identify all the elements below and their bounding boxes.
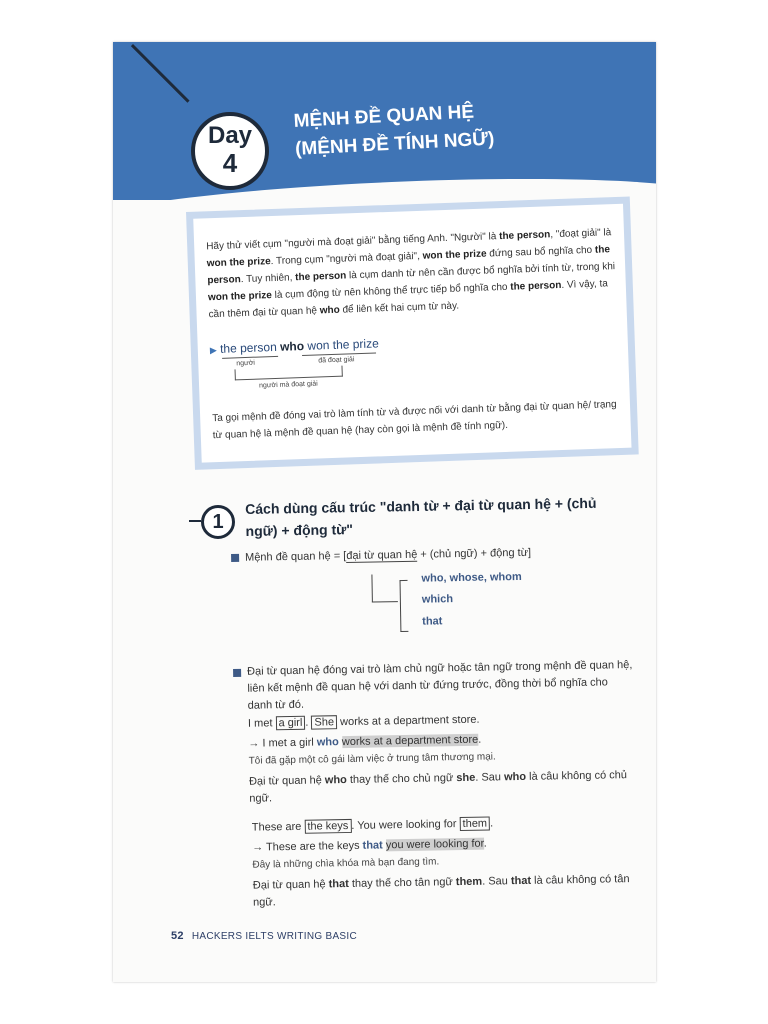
boxed-pronoun: She	[311, 715, 337, 729]
text: . Sau	[475, 771, 505, 784]
day-label: Day	[207, 122, 253, 149]
gloss-prize: đã đoạt giải	[318, 356, 355, 365]
example1-result	[248, 734, 481, 750]
highlighted-clause: works at a department store	[341, 733, 479, 749]
square-bullet-icon	[231, 554, 239, 562]
day-number: 4	[222, 148, 238, 178]
keyword-that: that	[362, 839, 383, 852]
text: Mệnh đề quan hệ = [	[244, 549, 347, 564]
section-number: 1	[201, 505, 235, 539]
text-bold: who	[324, 774, 347, 787]
text-bold: won the prize	[422, 248, 487, 262]
text: works at a department store.	[336, 713, 480, 729]
text-bold: that	[510, 874, 532, 888]
chapter-title-line2: (MỆNH ĐỀ TÍNH NGỮ)	[294, 128, 495, 160]
phrase-who: who	[279, 338, 305, 354]
text: → These are the keys	[252, 839, 363, 854]
text: để liên kết hai cụm từ này.	[339, 300, 460, 316]
connector-bracket	[235, 366, 343, 381]
text: đứng sau bổ nghĩa cho	[486, 244, 596, 260]
text: , "đoạt giải" là	[550, 227, 612, 241]
text: . Sau	[482, 875, 512, 888]
options-bracket	[400, 580, 409, 632]
text: . Vì vậy, ta cần thêm đại từ quan hệ	[208, 278, 609, 321]
text-bold: who	[503, 770, 527, 784]
usage-explanation	[233, 657, 636, 715]
text-bold: who	[319, 304, 340, 317]
text: .	[305, 716, 312, 729]
text: I met	[247, 717, 276, 730]
intro-definition: Ta gọi mệnh đề đóng vai trò làm tính từ và được nối với danh từ bằng đại từ quan hệ/ trạng từ quan hệ là mệnh đề quan hệ (hay còn gọi là mệnh đề tính ngữ).	[212, 399, 617, 442]
text: thay thế cho chủ ngữ	[346, 772, 457, 787]
example1-translation: Tôi đã gặp một cô gái làm việc ở trung tâm thương mại.	[248, 751, 496, 767]
section-title: Cách dùng cấu trúc "danh từ + đại từ quan hệ + (chủ ngữ) + động từ"	[245, 494, 597, 539]
text: . Tuy nhiên,	[240, 272, 296, 286]
book-page	[113, 42, 656, 982]
boxed-pronoun: them	[459, 817, 490, 832]
section-body	[231, 545, 636, 909]
boxed-noun: the keys	[304, 819, 351, 834]
text: là câu không có chủ ngữ.	[249, 769, 628, 805]
text-bold: the person	[207, 244, 611, 287]
day-badge	[191, 112, 269, 190]
triangle-marker-icon: ▶	[209, 345, 217, 356]
formula-line	[231, 547, 531, 564]
text: Đại từ quan hệ	[252, 878, 329, 892]
text: . Trong cụm "người mà đoạt giải",	[270, 250, 423, 268]
phrase-prize: won the prize	[307, 336, 379, 353]
underline-person	[222, 356, 278, 359]
text: . You were looking for	[351, 818, 460, 832]
text-bold: the person	[510, 279, 562, 293]
decorative-line	[131, 44, 190, 103]
option-which: which	[421, 593, 454, 606]
page-number: 52	[171, 930, 184, 942]
chapter-title	[293, 98, 495, 164]
text-bold: she	[456, 771, 476, 785]
option-who: who, whose, whom	[421, 570, 522, 585]
underline-prize	[302, 352, 376, 356]
text: .	[478, 733, 482, 746]
text: → I met a girl	[248, 736, 317, 750]
text: thay thế cho tân ngữ	[348, 876, 456, 890]
page-footer	[171, 930, 357, 942]
intro-paragraph	[206, 224, 621, 323]
text: These are	[251, 820, 305, 834]
text: là cụm danh từ nên cần được bổ nghĩa bởi tính từ, trong khi	[346, 261, 616, 282]
text: Đại từ quan hệ	[248, 774, 325, 788]
text-bold: the person	[498, 229, 551, 243]
text: .	[483, 837, 487, 850]
chapter-header	[113, 42, 656, 200]
square-bullet-icon	[233, 669, 241, 677]
example2-result	[252, 838, 487, 854]
phrase-person: the person	[219, 339, 277, 356]
text-bold: won the prize	[206, 256, 271, 270]
example2-sentence	[252, 817, 494, 833]
intro-box	[186, 197, 639, 470]
boxed-noun: a girl	[275, 716, 305, 731]
text: Hãy thử viết cụm "người mà đoạt giải" bằng tiếng Anh. "Người" là	[206, 231, 500, 253]
bracket-connector	[371, 575, 372, 603]
chapter-title-line1: MỆNH ĐỀ QUAN HỆ	[293, 101, 475, 132]
highlighted-clause: you were looking for	[385, 837, 484, 852]
option-that: that	[422, 615, 443, 628]
text: .	[489, 817, 494, 830]
text-bold: that	[328, 877, 349, 891]
text: + (chủ ngữ) + động từ]	[417, 546, 532, 561]
example1-note	[249, 767, 630, 808]
example2-note	[253, 871, 634, 912]
section-dash	[189, 520, 201, 522]
text: Đại từ quan hệ đóng vai trò làm chủ ngữ hoặc tân ngữ trong mệnh đề quan hệ, liên kết mệnh đề quan hệ với danh từ đứng trước, đồng thời bổ nghĩa cho danh từ đó.	[246, 659, 633, 712]
gloss-combined: người mà đoạt giải	[258, 380, 318, 390]
bracket-connector	[372, 601, 398, 602]
text-bold: the person	[294, 270, 347, 284]
text-bold: them	[455, 875, 483, 889]
text-bold: won the prize	[207, 290, 273, 304]
book-title: HACKERS IELTS WRITING BASIC	[191, 931, 358, 942]
formula-relative-pronoun: đại từ quan hệ	[346, 548, 418, 562]
example2-translation: Đây là những chìa khóa mà bạn đang tìm.	[252, 856, 440, 871]
text: là câu không có tân ngữ.	[253, 873, 630, 909]
keyword-who: who	[316, 736, 339, 749]
text: là cụm động từ nên không thể trực tiếp bổ nghĩa cho	[271, 281, 511, 302]
gloss-person: người	[236, 359, 256, 368]
example1-sentence	[248, 714, 480, 730]
